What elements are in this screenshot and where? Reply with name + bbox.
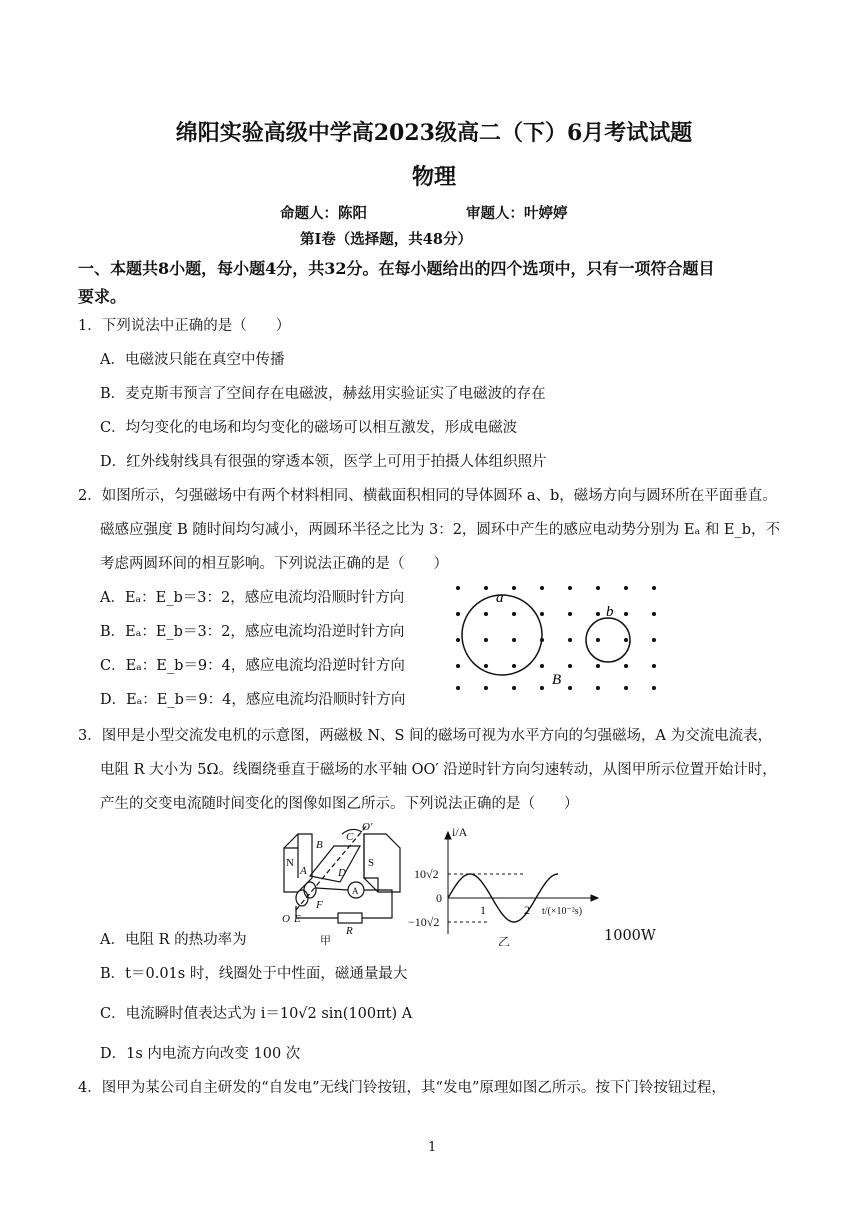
label-N: N xyxy=(286,857,294,869)
field-dot xyxy=(484,638,488,642)
q1-stem: 1．下列说法中正确的是（ ） xyxy=(78,318,291,334)
q1-option-c: C．均匀变化的电场和均匀变化的磁场可以相互激发，形成电磁波 xyxy=(100,420,518,436)
page-number: 1 xyxy=(428,1140,437,1155)
field-dot xyxy=(568,664,572,668)
label-R: R xyxy=(346,925,353,937)
ring-b xyxy=(586,618,630,662)
field-dot xyxy=(568,586,572,590)
xtick-2: 2 xyxy=(524,903,530,917)
q4-stem-line1: 4．图甲为某公司自主研发的“自发电”无线门铃按钮，其“发电”原理如图乙所示。按下门铃按钮过程， xyxy=(78,1080,726,1096)
field-dot xyxy=(596,586,600,590)
label-B: B xyxy=(552,672,562,688)
label-C-coil: C xyxy=(346,831,354,843)
current-time-graph xyxy=(408,822,608,946)
section-instruction-line2: 要求。 xyxy=(78,287,127,306)
q2-stem-line2: 磁感应强度 B 随时间均匀减小，两圆环半径之比为 3：2，圆环中产生的感应电动势分别为 Eₐ 和 E_b，不 xyxy=(100,522,781,538)
q3-option-a-value: 1000W xyxy=(604,928,656,944)
field-dot xyxy=(540,612,544,616)
field-dot xyxy=(484,612,488,616)
label-S: S xyxy=(368,857,375,869)
y-label: i/A xyxy=(452,825,468,839)
field-dot xyxy=(652,586,656,590)
q1-option-a: A．电磁波只能在真空中传播 xyxy=(100,352,285,368)
field-dot xyxy=(456,664,460,668)
q3-stem-line1: 3．图甲是小型交流发电机的示意图，两磁极 N、S 间的磁场可视为水平方向的匀强磁场，A 为交流电流表， xyxy=(78,728,773,744)
label-E: E xyxy=(294,913,301,925)
xtick-1: 1 xyxy=(480,903,486,917)
field-dot xyxy=(624,686,628,690)
field-dot xyxy=(512,638,516,642)
q1-option-d: D．红外线射线具有很强的穿透本领，医学上可用于拍摄人体组织照片 xyxy=(100,454,547,470)
field-dot xyxy=(568,612,572,616)
ammeter-label: A xyxy=(352,886,359,896)
q2-field-figure xyxy=(448,580,668,695)
subject-title: 物理 xyxy=(411,164,456,190)
field-dot xyxy=(456,638,460,642)
q2-option-b: B．Eₐ：E_b＝3：2，感应电流均沿逆时针方向 xyxy=(100,624,405,640)
field-dot xyxy=(652,638,656,642)
q3-option-a: A．电阻 R 的热功率为 xyxy=(100,932,247,948)
q2-stem-line3: 考虑两圆环间的相互影响。下列说法正确的是（ ） xyxy=(100,556,448,572)
x-axis-arrow xyxy=(591,895,598,901)
author-line: 命题人：陈阳 xyxy=(280,205,367,222)
field-dot xyxy=(456,586,460,590)
field-dot xyxy=(624,586,628,590)
field-dot xyxy=(596,612,600,616)
field-dot xyxy=(484,664,488,668)
field-dot xyxy=(596,686,600,690)
label-B-coil: B xyxy=(316,839,323,851)
field-dot xyxy=(652,686,656,690)
field-dot xyxy=(568,638,572,642)
exam-title: 绵阳实验高级中学高2023级高二（下）6月考试试题 xyxy=(175,120,693,146)
label-A-coil: A xyxy=(300,865,307,877)
label-b: b xyxy=(606,604,614,620)
field-dot xyxy=(456,612,460,616)
field-dot xyxy=(512,664,516,668)
field-dot xyxy=(596,664,600,668)
caption-yi: 乙 xyxy=(498,935,511,946)
generator-figure xyxy=(276,818,406,946)
ring-a xyxy=(462,595,542,675)
field-dot xyxy=(512,586,516,590)
field-dot xyxy=(652,612,656,616)
ytick-zero: 0 xyxy=(436,891,442,905)
q2-option-c: C．Eₐ：E_b＝9：4，感应电流均沿逆时针方向 xyxy=(100,658,405,674)
q3-option-b: B．t＝0.01s 时，线圈处于中性面，磁通量最大 xyxy=(100,966,408,982)
field-dot xyxy=(540,586,544,590)
x-label: t/(×10⁻²s) xyxy=(542,906,583,917)
label-O: O xyxy=(282,913,290,925)
field-dot xyxy=(652,664,656,668)
field-dot xyxy=(624,664,628,668)
q2-option-a: A．Eₐ：E_b＝3：2，感应电流均沿顺时针方向 xyxy=(100,590,405,606)
caption-jia: 甲 xyxy=(320,935,331,946)
q3-stem-line3: 产生的交变电流随时间变化的图像如图乙所示。下列说法正确的是（ ） xyxy=(100,796,579,812)
field-dot xyxy=(568,686,572,690)
section-instruction-line1: 一、本题共8小题，每小题4分，共32分。在每小题给出的四个选项中，只有一项符合题目 xyxy=(78,259,715,278)
volume-title: 第Ⅰ卷（选择题，共48分） xyxy=(300,231,472,248)
label-a: a xyxy=(496,590,504,606)
field-dot xyxy=(540,664,544,668)
q3-stem-line2: 电阻 R 大小为 5Ω。线圈绕垂直于磁场的水平轴 OO′ 沿逆时针方向匀速转动，从图甲所示位置开始计时， xyxy=(100,762,777,778)
field-dot xyxy=(512,686,516,690)
y-axis-arrow xyxy=(445,832,451,839)
q1-option-b: B．麦克斯韦预言了空间存在电磁波，赫兹用实验证实了电磁波的存在 xyxy=(100,386,546,402)
field-dot xyxy=(596,638,600,642)
q3-option-c: C．电流瞬时值表达式为 i＝10√2 sin(100πt) A xyxy=(100,1006,413,1022)
field-dot xyxy=(456,686,460,690)
q2-option-d: D．Eₐ：E_b＝9：4，感应电流均沿顺时针方向 xyxy=(100,692,406,708)
label-D-coil: D xyxy=(338,867,346,879)
label-F: F xyxy=(316,899,323,911)
ytick-neg: −10√2 xyxy=(408,915,440,929)
q3-option-d: D．1s 内电流方向改变 100 次 xyxy=(100,1046,301,1062)
field-dot xyxy=(484,586,488,590)
label-O-prime: O′ xyxy=(362,821,373,833)
field-dot xyxy=(624,612,628,616)
ytick-pos: 10√2 xyxy=(414,867,439,881)
field-dot xyxy=(484,686,488,690)
field-dot xyxy=(540,686,544,690)
field-dot xyxy=(512,612,516,616)
field-dot xyxy=(624,638,628,642)
q2-stem-line1: 2．如图所示，匀强磁场中有两个材料相同、横截面积相同的导体圆环 a、b，磁场方向与圆环所在平面垂直。 xyxy=(78,488,777,504)
reviewer-line: 审题人：叶婷婷 xyxy=(466,205,568,222)
